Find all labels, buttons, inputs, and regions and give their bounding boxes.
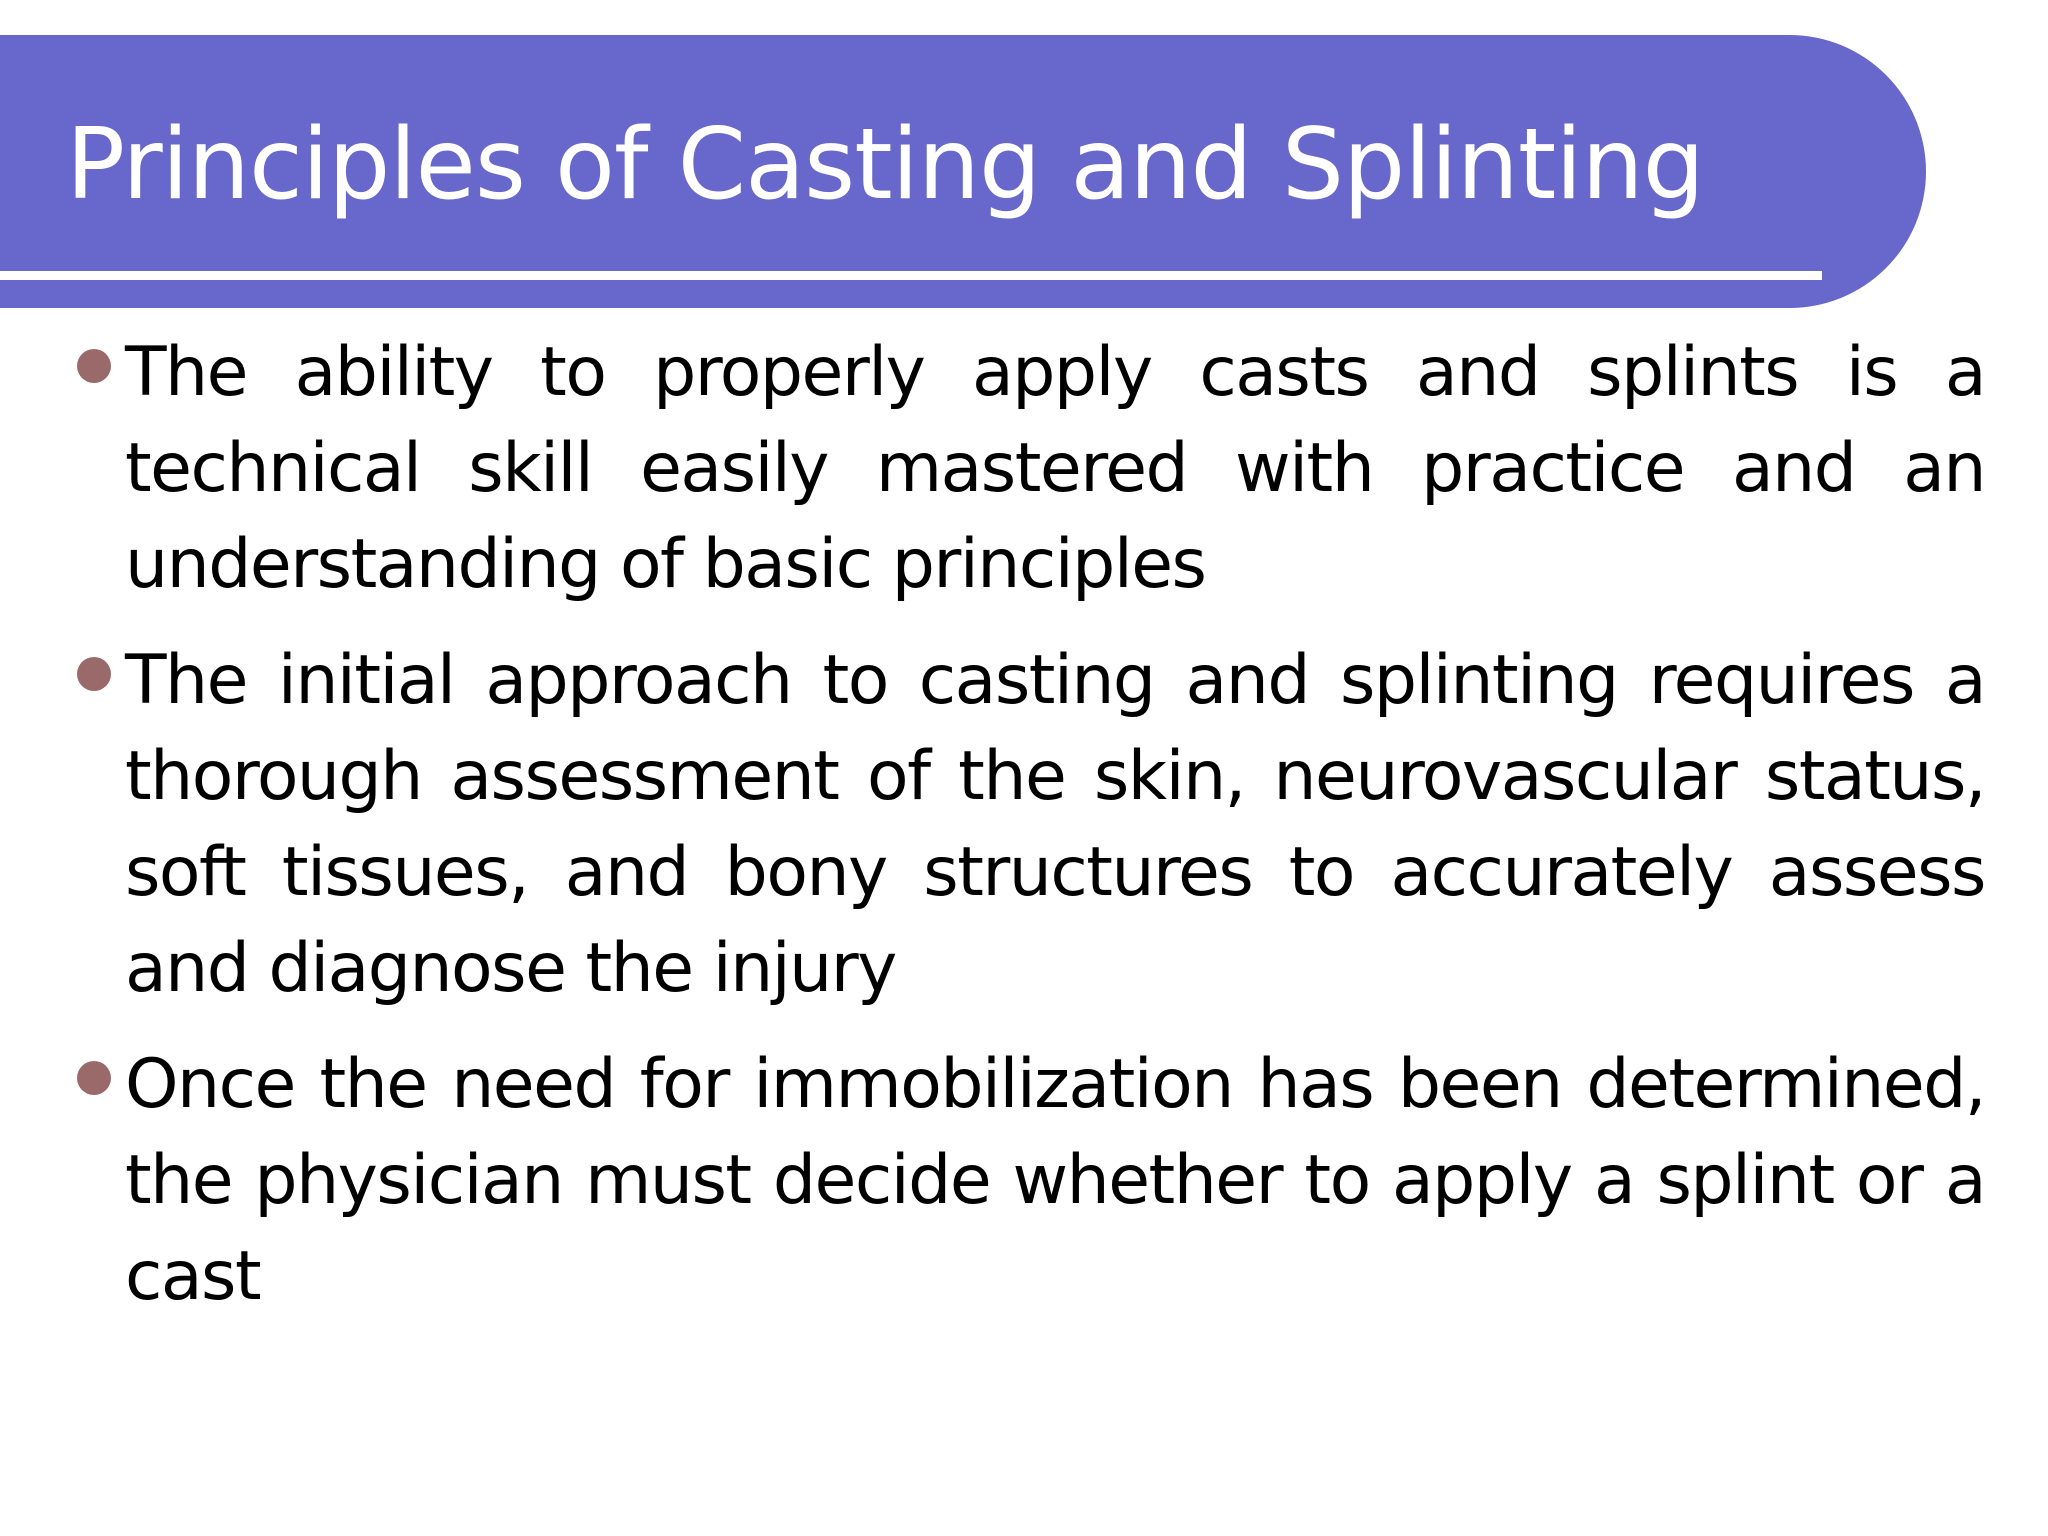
bullet-dot-icon xyxy=(77,349,111,383)
title-underline xyxy=(0,271,1822,280)
bullet-text: Once the need for immobilization has been determined, the physician must decide whether to apply a splint or a cast xyxy=(125,1045,1985,1316)
bullet-text: The initial approach to casting and splinting requires a thorough assessment of the skin, neurovascular status, soft tissues, and bony structures to accurately assess and diagnose the injury xyxy=(125,641,1985,1008)
slide-title: Principles of Casting and Splinting xyxy=(66,108,1704,222)
bullet-item xyxy=(125,633,1985,1017)
bullet-text: The ability to properly apply casts and splints is a technical skill easily mastered with practice and an understanding of basic principles xyxy=(125,333,1985,604)
bullet-dot-icon xyxy=(77,657,111,691)
bullet-dot-icon xyxy=(77,1061,111,1095)
bullet-item xyxy=(125,1037,1985,1325)
bullet-list xyxy=(0,325,2048,1345)
bullet-item xyxy=(125,325,1985,613)
